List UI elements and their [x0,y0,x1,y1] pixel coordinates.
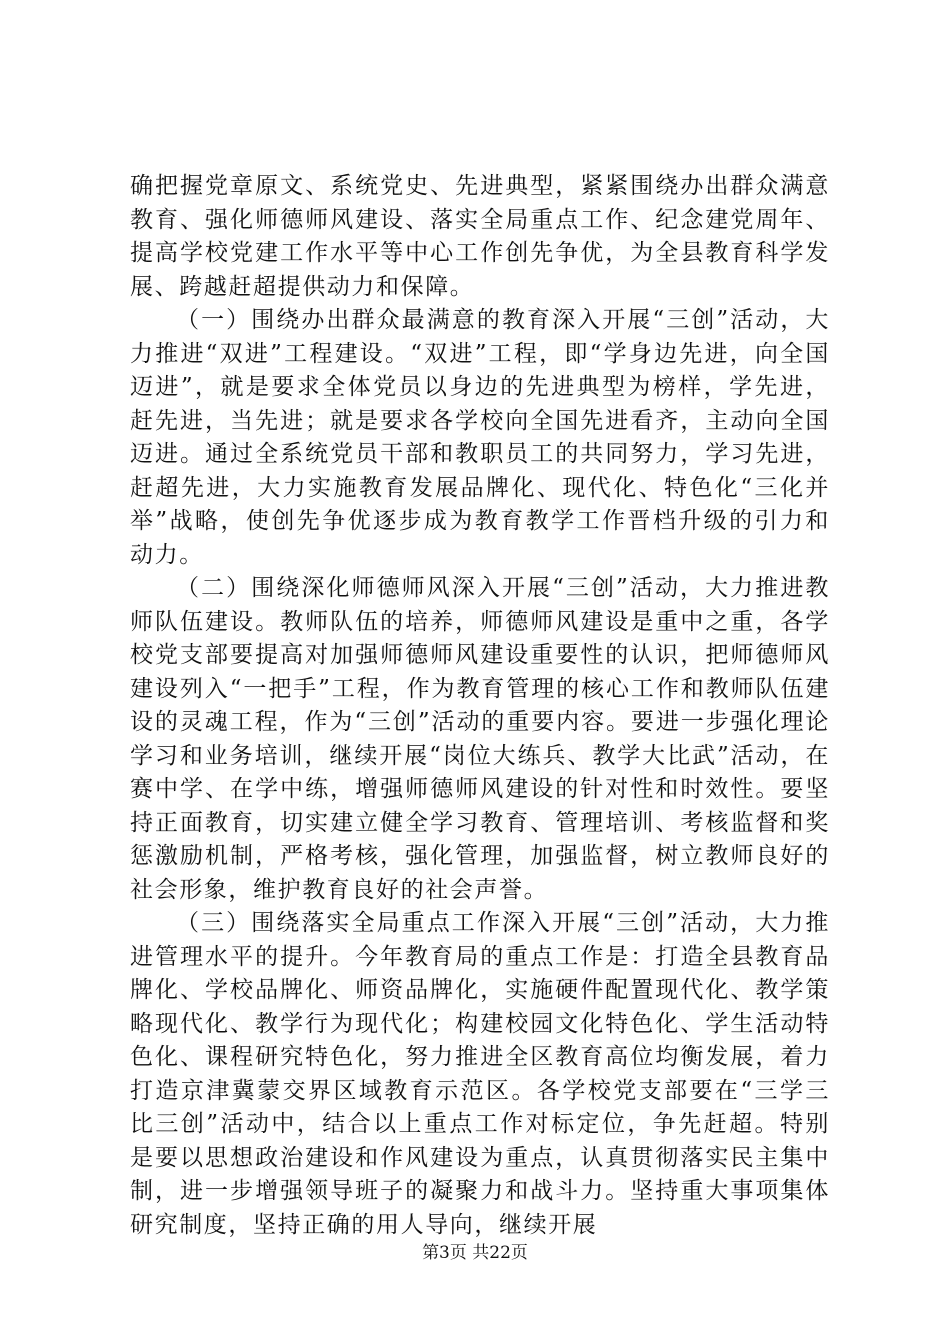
paragraph-2: （一）围绕办出群众最满意的教育深入开展“三创”活动，大力推进“双进”工程建设。“双进”工程，即“学身边先进，向全国迈进”，就是要求全体党员以身边的先进典型为榜样，学先进，赶先进，当先进；就是要求各学校向全国先进看齐，主动向全国迈进。通过全系统党员干部和教职员工的共同努力，学习先进，赶超先进，大力实施教育发展品牌化、现代化、特色化“三化并举”战略，使创先争优逐步成为教育教学工作晋档升级的引力和动力。 [130,307,830,568]
paragraph-3: （二）围绕深化师德师风深入开展“三创”活动，大力推进教师队伍建设。教师队伍的培养，师德师风建设是重中之重，各学校党支部要提高对加强师德师风建设重要性的认识，把师德师风建设列入“一把手”工程，作为教育管理的核心工作和教师队伍建设的灵魂工程，作为“三创”活动的重要内容。要进一步强化理论学习和业务培训，继续开展“岗位大练兵、教学大比武”活动，在赛中学、在学中练，增强师德师风建设的针对性和时效性。要坚持正面教育，切实建立健全学习教育、管理培训、考核监督和奖惩激励机制，严格考核，强化管理，加强监督，树立教师良好的社会形象，维护教育良好的社会声誉。 [130,575,830,903]
page-number-footer: 第3页 共22页 [422,1243,528,1263]
paragraph-4: （三）围绕落实全局重点工作深入开展“三创”活动，大力推进管理水平的提升。今年教育局的重点工作是：打造全县教育品牌化、学校品牌化、师资品牌化，实施硬件配置现代化、教学策略现代化、教学行为现代化；构建校园文化特色化、学生活动特色化、课程研究特色化，努力推进全区教育高位均衡发展，着力打造京津冀蒙交界区域教育示范区。各学校党支部要在“三学三比三创”活动中，结合以上重点工作对标定位，争先赶超。特别是要以思想政治建设和作风建设为重点，认真贯彻落实民主集中制，进一步增强领导班子的凝聚力和战斗力。坚持重大事项集体研究制度，坚持正确的用人导向，继续开展 [130,910,830,1238]
paragraph-1: 确把握党章原文、系统党史、先进典型，紧紧围绕办出群众满意教育、强化师德师风建设、落实全局重点工作、纪念建党周年、提高学校党建工作水平等中心工作创先争优，为全县教育科学发展、跨越赶超提供动力和保障。 [130,173,830,300]
document-body [130,170,830,1242]
